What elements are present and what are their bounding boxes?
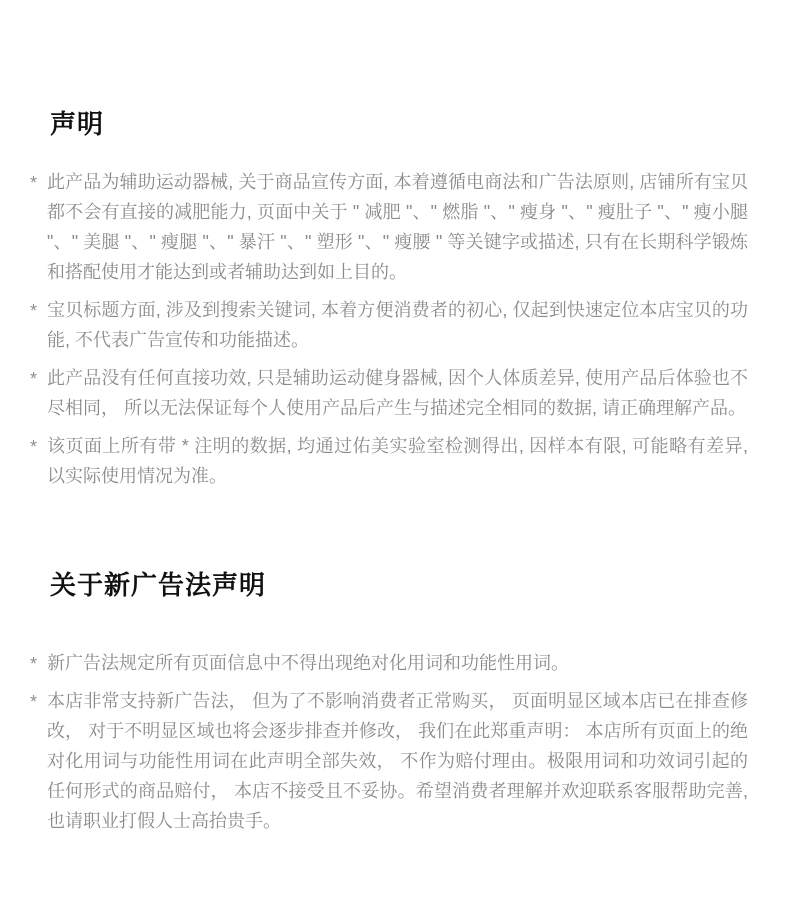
statement-item-text: 此产品为辅助运动器械, 关于商品宣传方面, 本着遵循电商法和广告法原则, 店铺所有宝贝都不会有直接的减肥能力, 页面中关于 " 减肥 "、" 燃脂 "、" 瘦身 "、" 瘦肚子 "、" 瘦小腿 "、" 美腿 "、" 瘦腿 "、" 暴汗 "、" 塑形 "、" 瘦腰 " 等关键字或描述, 只有在长期科学锻炼和搭配使用才能达到或者辅助达到如上目的。 — [47, 172, 748, 282]
statement-item-text: 该页面上所有带 * 注明的数据, 均通过佑美实验室检测得出, 因样本有限, 可能略有差异, 以实际使用情况为准。 — [47, 436, 748, 486]
statement-item-text: 宝贝标题方面, 涉及到搜索关键词, 本着方便消费者的初心, 仅起到快速定位本店宝贝的功能, 不代表广告宣传和功能描述。 — [47, 300, 748, 350]
statement-list — [0, 167, 790, 491]
asterisk-marker: * — [30, 301, 38, 321]
ad-law-item-text: 本店非常支持新广告法， 但为了不影响消费者正常购买， 页面明显区域本店已在排查修改， 对于不明显区域也将会逐步排查并修改， 我们在此郑重声明： 本店所有页面上的绝对化用词与功能性用词在此声明全部失效， 不作为赔付理由。极限用词和功效词引起的任何形式的商品赔付， 本店不接受且不妥协。希望消费者理解并欢迎联系客服帮助完善, 也请职业打假人士高抬贵手。 — [47, 691, 748, 831]
asterisk-marker: * — [30, 654, 38, 674]
statement-item-text: 此产品没有任何直接功效, 只是辅助运动健身器械, 因个人体质差异, 使用产品后体验也不尽相同， 所以无法保证每个人使用产品后产生与描述完全相同的数据, 请正确理解产品。 — [47, 368, 748, 418]
ad-law-section — [0, 499, 790, 836]
ad-law-list — [0, 648, 790, 836]
ad-law-item — [30, 648, 748, 678]
asterisk-marker: * — [30, 369, 38, 389]
ad-law-item — [30, 686, 748, 836]
asterisk-marker: * — [30, 437, 38, 457]
statement-item — [30, 167, 748, 287]
asterisk-marker: * — [30, 692, 38, 712]
ad-law-section-title: 关于新广告法声明 — [50, 570, 267, 600]
statement-item — [30, 295, 748, 355]
asterisk-marker: * — [30, 173, 38, 193]
statement-section-title: 声明 — [50, 109, 105, 139]
statement-item — [30, 363, 748, 423]
ad-law-item-text: 新广告法规定所有页面信息中不得出现绝对化用词和功能性用词。 — [47, 653, 569, 673]
statement-item — [30, 431, 748, 491]
